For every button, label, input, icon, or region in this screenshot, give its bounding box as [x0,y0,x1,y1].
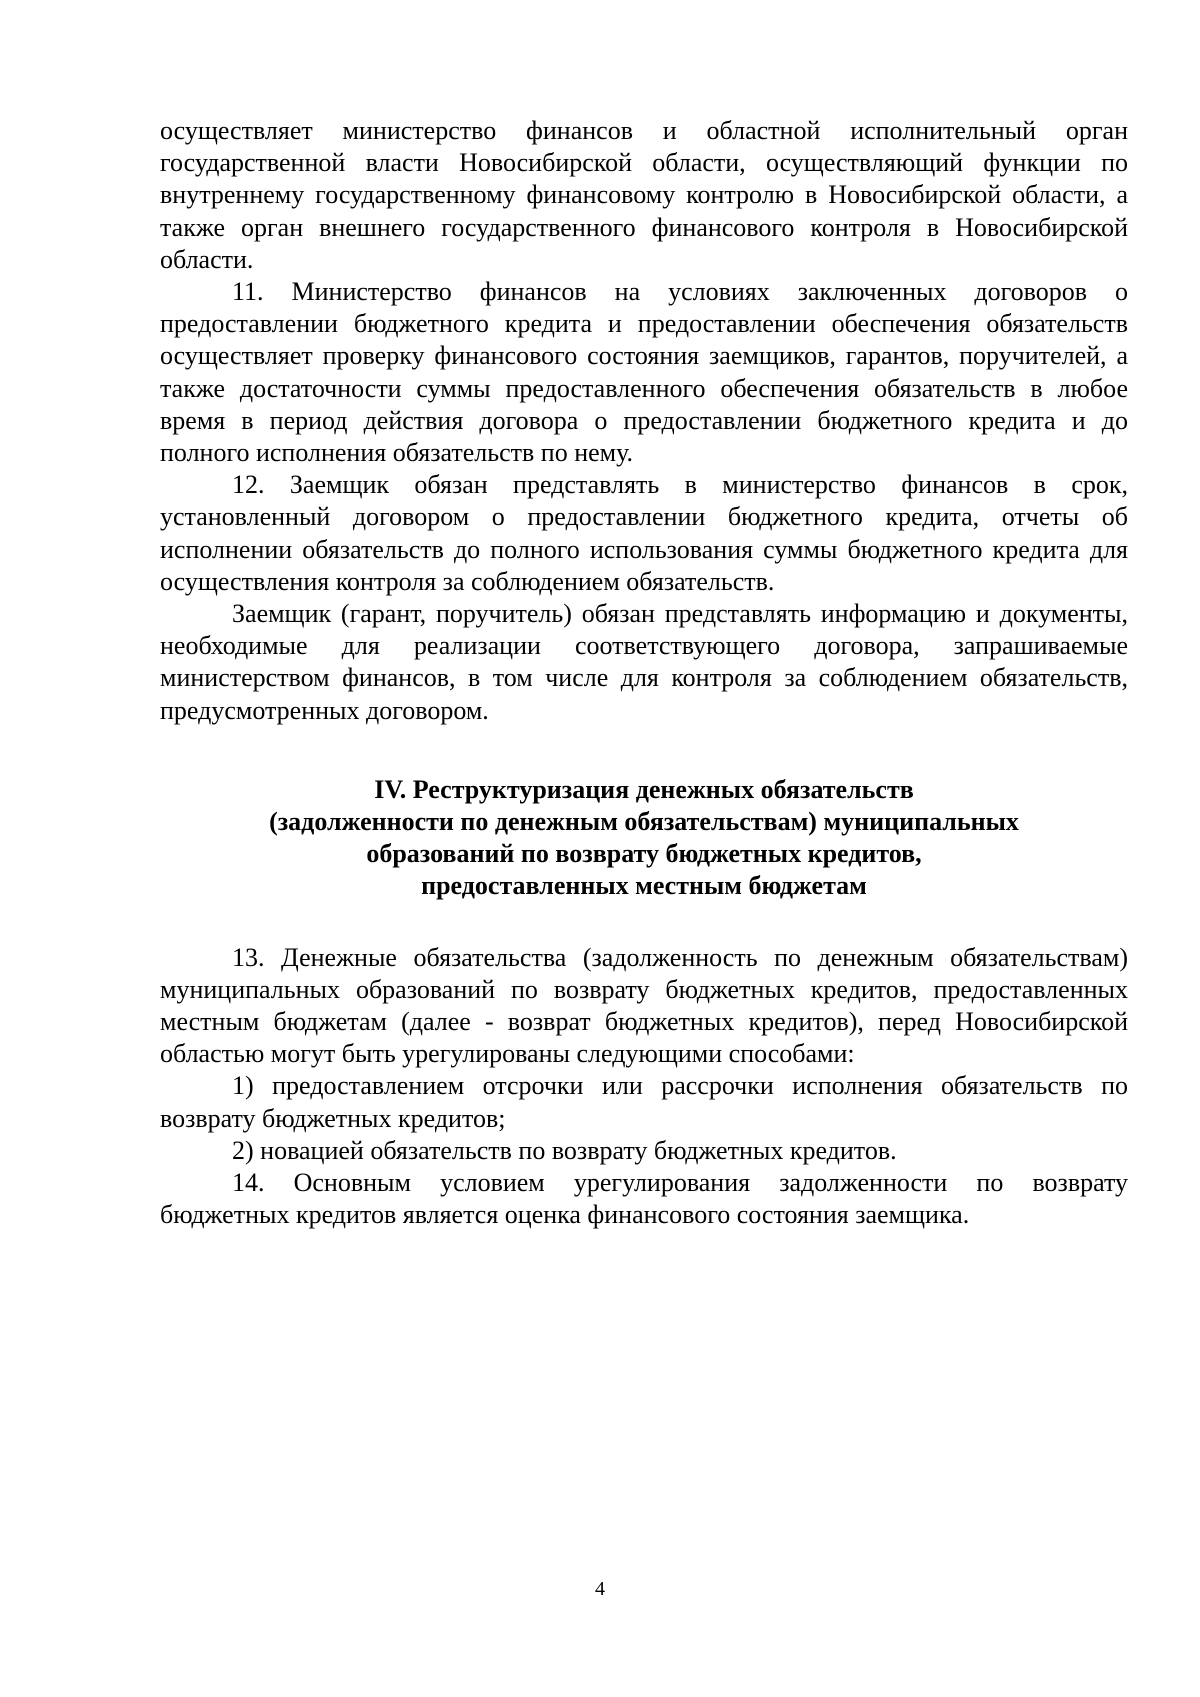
section-heading-iv [160,774,1128,903]
paragraph-11: 11. Министерство финансов на условиях заключенных договоров о предоставлении бюджетного кредита и предоставлении обеспечения обязательств осуществляет проверку финансового состояния заемщиков, гарантов, поручителей, а также достаточности суммы предоставленного обеспечения обязательств в любое время в период действия договора о предоставлении бюджетного кредита и до полного исполнения обязательств по нему. [160,277,1128,468]
section-heading-line: (задолженности по денежным обязательствам) муниципальных [269,807,1019,837]
paragraph-12: 12. Заемщик обязан представлять в министерство финансов в срок, установленный договором о предоставлении бюджетного кредита, отчеты об исполнении обязательств до полного использования суммы бюджетного кредита для осуществления контроля за соблюдением обязательств. [160,470,1128,596]
list-item-1: 1) предоставлением отсрочки или рассрочки исполнения обязательств по возврату бюджетных кредитов; [160,1071,1128,1133]
paragraph-continuation: осуществляет министерство финансов и областной исполнительный орган государственной власти Новосибирской области, осуществляющий функции по внутреннему государственному финансовому контролю в Новосибирской области, а также орган внешнего государственного финансового контроля в Новосибирской области. [160,116,1128,274]
section-heading-line: IV. Реструктуризация денежных обязательств [374,774,914,804]
paragraph-borrower-obligation: Заемщик (гарант, поручитель) обязан представлять информацию и документы, необходимые для реализации соответствующего договора, запрашиваемые министерством финансов, в том числе для контроля за соблюдением обязательств, предусмотренных договором. [160,599,1128,725]
paragraph-13: 13. Денежные обязательства (задолженность по денежным обязательствам) муниципальных образований по возврату бюджетных кредитов, предоставленных местным бюджетам (далее - возврат бюджетных кредитов), перед Новосибирской областью могут быть урегулированы следующими способами: [160,942,1128,1069]
document-body [160,115,1128,1232]
section-heading-line: предоставленных местным бюджетам [421,871,867,901]
section-heading-line: образований по возврату бюджетных кредитов, [366,839,922,869]
list-item-2: 2) новацией обязательств по возврату бюджетных кредитов. [232,1135,897,1165]
paragraph-14: 14. Основным условием урегулирования задолженности по возврату бюджетных кредитов является оценка финансового состояния заемщика. [160,1168,1128,1230]
page-number: 4 [595,1578,605,1600]
